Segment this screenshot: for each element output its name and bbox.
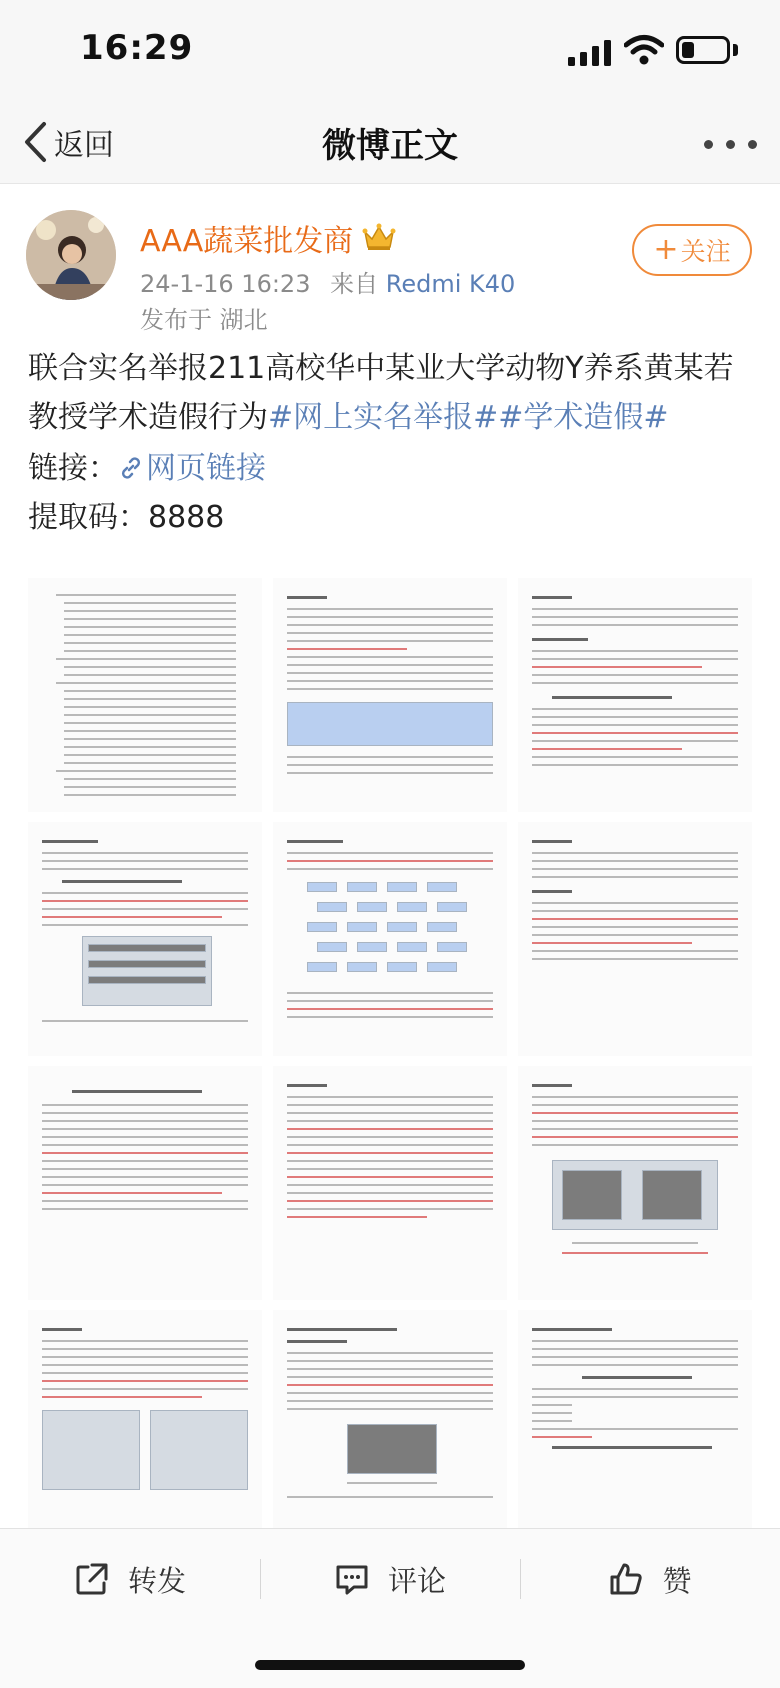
hashtag-link[interactable]: #网上实名举报# [268,400,499,435]
comment-button[interactable] [260,1529,520,1629]
cellular-signal-icon [568,40,612,66]
extraction-code: 提取码：8888 [28,500,225,535]
image-grid [28,578,752,1518]
document-thumbnail-7[interactable] [28,1066,262,1300]
bottom-safe-area [0,1628,780,1688]
post-device[interactable]: Redmi K40 [385,270,516,298]
bottom-toolbar [0,1528,780,1628]
document-thumbnail-10[interactable] [28,1310,262,1544]
battery-icon [676,36,730,64]
hashtag-link[interactable]: #学术造假# [498,400,669,435]
link-line [28,444,758,493]
document-thumbnail-4[interactable] [28,822,262,1056]
nav-bar [0,100,780,184]
post-location: 发布于 湖北 [140,306,268,334]
comment-label: 评论 [387,1563,446,1598]
back-label: 返回 [54,128,114,163]
document-thumbnail-6[interactable] [518,822,752,1056]
post-source-prefix: 来自 [330,270,379,298]
crown-badge-icon [362,222,396,252]
repost-button[interactable] [0,1529,260,1629]
thumbs-up-icon [608,1561,644,1597]
post-date: 24-1-16 16:23 [140,270,311,298]
like-label: 赞 [662,1563,692,1598]
document-thumbnail-3[interactable] [518,578,752,812]
like-button[interactable] [520,1529,780,1629]
avatar[interactable] [26,210,116,300]
battery-tip [733,44,738,56]
status-time: 16:29 [80,28,194,68]
author-name[interactable]: AAA蔬菜批发商 [140,224,354,259]
status-bar [0,0,780,100]
home-indicator[interactable] [255,1660,525,1670]
comment-icon [334,1561,370,1597]
post-meta [140,264,515,299]
web-link-label: 网页链接 [146,451,266,486]
post-body [28,344,758,542]
repost-label: 转发 [127,1563,186,1598]
document-thumbnail-5[interactable] [273,822,507,1056]
document-thumbnail-12[interactable] [518,1310,752,1544]
document-thumbnail-11[interactable] [273,1310,507,1544]
document-thumbnail-2[interactable] [273,578,507,812]
post-text: 联合实名举报211高校华中某业大学动物Y养系黄某若教授学术造假行为 [28,351,734,435]
wifi-icon [624,34,664,66]
document-thumbnail-1[interactable] [28,578,262,812]
page-title: 微博正文 [322,126,458,166]
follow-label: 关注 [680,237,731,266]
web-link[interactable] [118,451,266,486]
plus-icon: + [653,232,679,267]
more-icon[interactable] [704,140,764,154]
post-text-paragraph [28,344,758,442]
follow-button[interactable] [632,224,752,276]
document-thumbnail-8[interactable] [273,1066,507,1300]
document-thumbnail-9[interactable] [518,1066,752,1300]
link-icon [118,455,144,481]
link-prefix: 链接： [28,451,118,486]
share-icon [74,1561,110,1597]
